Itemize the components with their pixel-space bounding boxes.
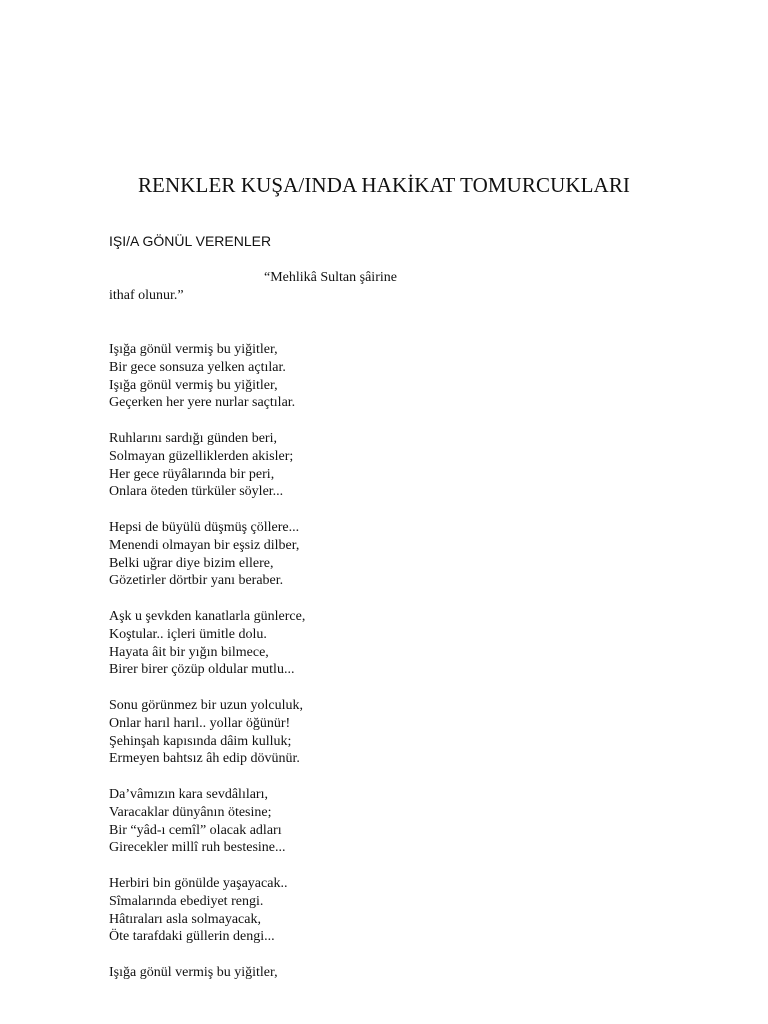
poem-line: Geçerken her yere nurlar saçtılar. [109,395,296,411]
poem-line: Herbiri bin gönülde yaşayacak.. [109,875,288,891]
poem-line: Menendi olmayan bir eşsiz dilber, [109,537,300,553]
poem-line: Birer birer çözüp oldular mutlu... [109,662,295,678]
poem-line: Şehinşah kapısında dâim kulluk; [109,733,292,749]
poem-line: Girecekler millî ruh bestesine... [109,840,286,856]
poem-line: Hepsi de büyülü düşmüş çöllere... [109,519,300,535]
poem-line: Sonu görünmez bir uzun yolculuk, [109,697,304,713]
poem-line: Işığa gönül vermiş bu yiğitler, [109,964,278,980]
poem-line: Ruhlarını sardığı günden beri, [109,430,277,446]
stanza [109,786,305,857]
poem-line: Hâtıraları asla solmayacak, [109,911,261,927]
stanza [109,697,305,768]
poem-line: Onlara öteden türküler söyler... [109,484,284,500]
poem-line: Hayata âit bir yığın bilmece, [109,644,269,660]
stanza [109,964,305,982]
dedication-line-1: “Mehlikâ Sultan şâirine [264,270,397,285]
poem-line: Aşk u şevkden kanatlarla günlerce, [109,608,306,624]
stanza [109,519,305,590]
poem-line: Işığa gönül vermiş bu yiğitler, [109,377,278,393]
dedication-line-2: ithaf olunur.” [109,288,184,303]
poem-line: Gözetirler dörtbir yanı beraber. [109,573,284,589]
poem-body [109,341,305,999]
poem-line: Bir gece sonsuza yelken açtılar. [109,359,286,375]
poem-line: Öte tarafdaki güllerin dengi... [109,929,275,945]
stanza [109,608,305,679]
poem-line: Solmayan güzelliklerden akisler; [109,448,294,464]
stanza [109,875,305,946]
poem-line: Işığa gönül vermiş bu yiğitler, [109,342,278,357]
poem-line: Da’vâmızın kara sevdâlıları, [109,786,268,802]
stanza [109,430,305,501]
poem-line: Varacaklar dünyânın ötesine; [109,804,272,820]
poem-line: Ermeyen bahtsız âh edip dövünür. [109,751,300,767]
poem-line: Bir “yâd-ı cemîl” olacak adları [109,822,282,838]
poem-line: Belki uğrar diye bizim ellere, [109,555,274,571]
document-title: RENKLER KUŞA/INDA HAKİKAT TOMURCUKLARI [137,173,631,197]
stanza [109,341,305,412]
poem-line: Sîmalarında ebediyet rengi. [109,893,264,909]
poem-line: Onlar harıl harıl.. yollar öğünür! [109,715,291,731]
poem-line: Her gece rüyâlarında bir peri, [109,466,275,482]
poem-line: Koştular.. içleri ümitle dolu. [109,626,267,642]
poem-title: IŞI/A GÖNÜL VERENLER [109,233,272,249]
